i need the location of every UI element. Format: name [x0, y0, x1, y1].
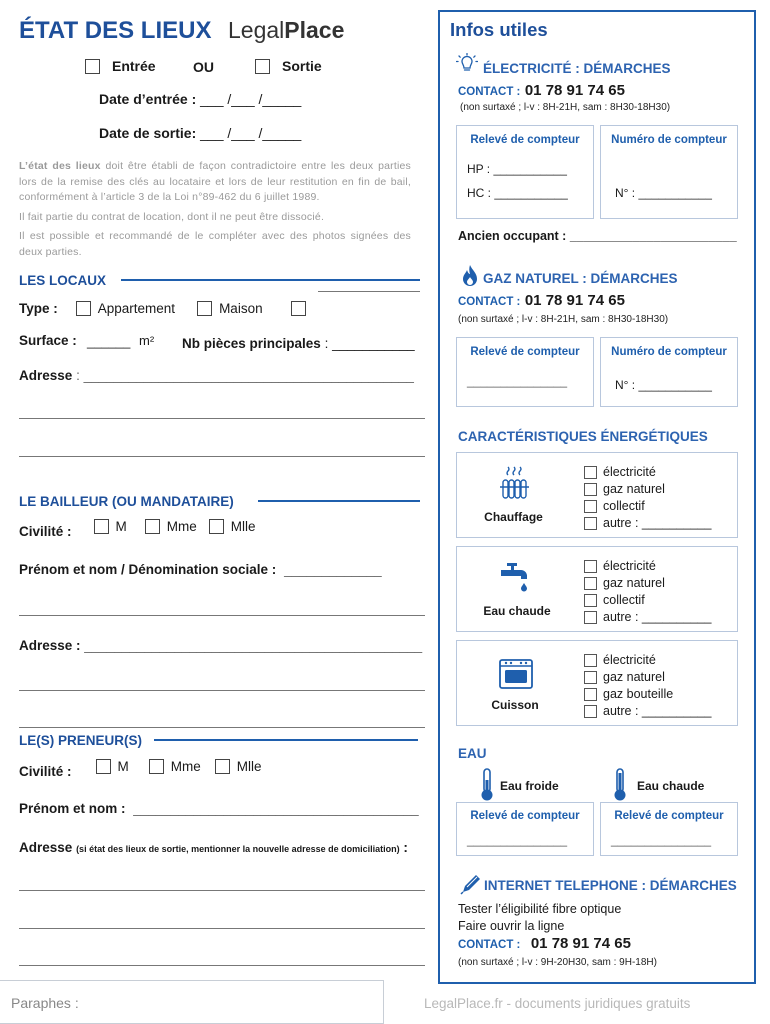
faucet-icon — [499, 561, 531, 598]
electricite-releve-box[interactable]: Relevé de compteur HP : ___________ HC : ___________ — [456, 125, 594, 219]
eau-chaude-label: Eau chaude — [483, 604, 551, 618]
type-maison-checkbox[interactable] — [197, 301, 212, 316]
chauffage-option-autre[interactable]: autre : __________ — [584, 515, 711, 532]
cuisson-options — [584, 652, 711, 720]
eau-chaude-option-autre[interactable]: autre : __________ — [584, 609, 711, 626]
pieces-row[interactable]: Nb pièces principales : ___________ — [182, 336, 415, 351]
pen-icon — [459, 872, 483, 901]
bailleur-heading: LE BAILLEUR (OU MANDATAIRE) — [19, 494, 234, 509]
entree-option[interactable]: Entrée — [85, 58, 156, 74]
electricite-hours: (non surtaxé ; l-v : 8H-21H, sam : 8H30-18H30) — [460, 102, 671, 113]
eau-chaude-option-electricite[interactable]: électricité — [584, 558, 711, 575]
gaz-hours: (non surtaxé ; l-v : 8H-21H, sam : 8H30-18H30) — [458, 314, 669, 325]
cuisson-option-bouteille[interactable]: gaz bouteille — [584, 686, 711, 703]
internet-contact: CONTACT : 01 78 91 74 65 — [458, 935, 631, 952]
locaux-heading: LES LOCAUX — [19, 273, 107, 288]
infos-title: Infos utiles — [450, 19, 548, 40]
preneurs-adresse-line-2[interactable] — [19, 928, 425, 929]
date-entree-row[interactable]: Date d’entrée : ___ /___ /_____ — [99, 91, 302, 107]
locaux-adresse-row[interactable]: Adresse : ____________________________________________ — [19, 368, 414, 383]
gaz-releve-box[interactable]: Relevé de compteur _______________ — [456, 337, 594, 407]
paraphes-box[interactable] — [0, 980, 384, 1024]
type-autre-checkbox[interactable] — [291, 301, 306, 316]
surface-unit: m² — [139, 333, 155, 348]
chauffage-option-collectif[interactable]: collectif — [584, 498, 711, 515]
bailleur-heading-rule — [258, 500, 420, 502]
cuisson-option-gaz[interactable]: gaz naturel — [584, 669, 711, 686]
radiator-icon — [499, 465, 529, 506]
bailleur-mlle-checkbox[interactable] — [209, 519, 224, 534]
chauffage-option-gaz[interactable]: gaz naturel — [584, 481, 711, 498]
bailleur-mme-checkbox[interactable] — [145, 519, 160, 534]
eau-chaude-releve-box[interactable]: Relevé de compteur _______________ — [600, 802, 738, 856]
entree-checkbox[interactable] — [85, 59, 100, 74]
eau-chaude-options — [584, 558, 711, 626]
electricite-numero-box[interactable]: Numéro de compteur N° : ___________ — [600, 125, 738, 219]
flame-icon — [461, 264, 479, 293]
ou-label: OU — [193, 59, 214, 75]
sortie-option[interactable]: Sortie — [255, 58, 322, 74]
document-title: ÉTAT DES LIEUX — [19, 17, 212, 44]
preneurs-adresse-line-1[interactable] — [19, 890, 425, 891]
bailleur-m-checkbox[interactable] — [94, 519, 109, 534]
electricite-heading: ÉLECTRICITÉ : DÉMARCHES — [483, 61, 671, 76]
bailleur-adresse-row[interactable]: Adresse : _____________________________________________ — [19, 638, 423, 653]
type-appartement-checkbox[interactable] — [76, 301, 91, 316]
internet-line-1: Tester l’éligibilité fibre optique — [458, 902, 622, 916]
surface-row[interactable]: Surface : — [19, 333, 77, 348]
intro-text: L’état des lieux doit être établi de façon contradictoire entre les deux parties lors de la remise des clés au locataire et lors de leur restitution en fin de bail, conformément à l’article 3 de la Loi n°89-462 du 6 juillet 1989. Il fait partie du contrat de location, dont il ne peut être dissocié. Il est possible et recommandé de le compléter avec des photos signées des deux parties. — [19, 160, 411, 258]
bailleur-adresse-line-3[interactable] — [19, 727, 425, 728]
eau-chaude-option-collectif[interactable]: collectif — [584, 592, 711, 609]
chauffage-label: Chauffage — [484, 510, 543, 524]
cuisson-option-autre[interactable]: autre : __________ — [584, 703, 711, 720]
gaz-heading: GAZ NATUREL : DÉMARCHES — [483, 271, 678, 286]
eau-chaude-compteur-label: Eau chaude — [637, 779, 705, 793]
bailleur-adresse-line-2[interactable] — [19, 690, 425, 691]
preneurs-m-checkbox[interactable] — [96, 759, 111, 774]
preneurs-heading: LE(S) PRENEUR(S) — [19, 733, 143, 748]
preneurs-nom-row[interactable]: Prénom et nom : ______________________________________ — [19, 801, 419, 816]
cuisson-box — [456, 640, 738, 726]
eau-chaude-option-gaz[interactable]: gaz naturel — [584, 575, 711, 592]
locaux-adresse-line-2[interactable] — [19, 418, 425, 419]
gaz-numero-box[interactable]: Numéro de compteur N° : ___________ — [600, 337, 738, 407]
preneurs-adresse-row: Adresse (si état des lieux de sortie, mentionner la nouvelle adresse de domiciliation) : — [19, 840, 408, 855]
bailleur-civilite-row: Civilité : M Mme Mlle — [19, 519, 256, 539]
internet-hours: (non surtaxé ; l-v : 9H-20H30, sam : 9H-18H) — [458, 957, 657, 968]
legalplace-logo: LegalPlace — [228, 17, 345, 43]
electricite-contact: CONTACT : 01 78 91 74 65 — [458, 82, 625, 99]
cuisson-option-electricite[interactable]: électricité — [584, 652, 711, 669]
preneurs-mlle-checkbox[interactable] — [215, 759, 230, 774]
chauffage-box — [456, 452, 738, 538]
cuisson-label: Cuisson — [491, 698, 539, 712]
eau-chaude-box — [456, 546, 738, 632]
locaux-adresse-line-3[interactable] — [19, 456, 425, 457]
bailleur-nom-row[interactable]: Prénom et nom / Dénomination sociale : _____________ — [19, 562, 382, 577]
preneurs-mme-checkbox[interactable] — [149, 759, 164, 774]
locaux-blank-line — [318, 291, 420, 292]
date-sortie-row[interactable]: Date de sortie: ___ /___ /_____ — [99, 125, 302, 141]
bailleur-nom-line-2[interactable] — [19, 615, 425, 616]
locaux-heading-rule — [121, 279, 420, 281]
internet-line-2: Faire ouvrir la ligne — [458, 919, 565, 933]
gaz-contact: CONTACT : 01 78 91 74 65 — [458, 292, 625, 309]
paraphes-label: Paraphes : — [11, 995, 79, 1011]
internet-heading: INTERNET TELEPHONE : DÉMARCHES — [484, 878, 737, 893]
preneurs-civilite-row: Civilité : M Mme Mlle — [19, 759, 262, 779]
chauffage-options — [584, 464, 711, 532]
lightbulb-icon — [456, 53, 478, 80]
surface-value[interactable]: ______ — [87, 334, 131, 349]
sortie-checkbox[interactable] — [255, 59, 270, 74]
ancien-occupant-row[interactable]: Ancien occupant : ________________________ — [458, 229, 737, 243]
footer-text: LegalPlace.fr - documents juridiques gratuits — [424, 996, 691, 1011]
oven-icon — [499, 659, 533, 694]
preneurs-adresse-line-3[interactable] — [19, 965, 425, 966]
energie-heading: CARACTÉRISTIQUES ÉNERGÉTIQUES — [458, 429, 708, 444]
chauffage-option-electricite[interactable]: électricité — [584, 464, 711, 481]
preneurs-heading-rule — [154, 739, 418, 741]
eau-froide-releve-box[interactable]: Relevé de compteur _______________ — [456, 802, 594, 856]
eau-froide-label: Eau froide — [500, 779, 559, 793]
type-row: Type : Appartement Maison — [19, 301, 306, 316]
eau-heading: EAU — [458, 746, 487, 761]
